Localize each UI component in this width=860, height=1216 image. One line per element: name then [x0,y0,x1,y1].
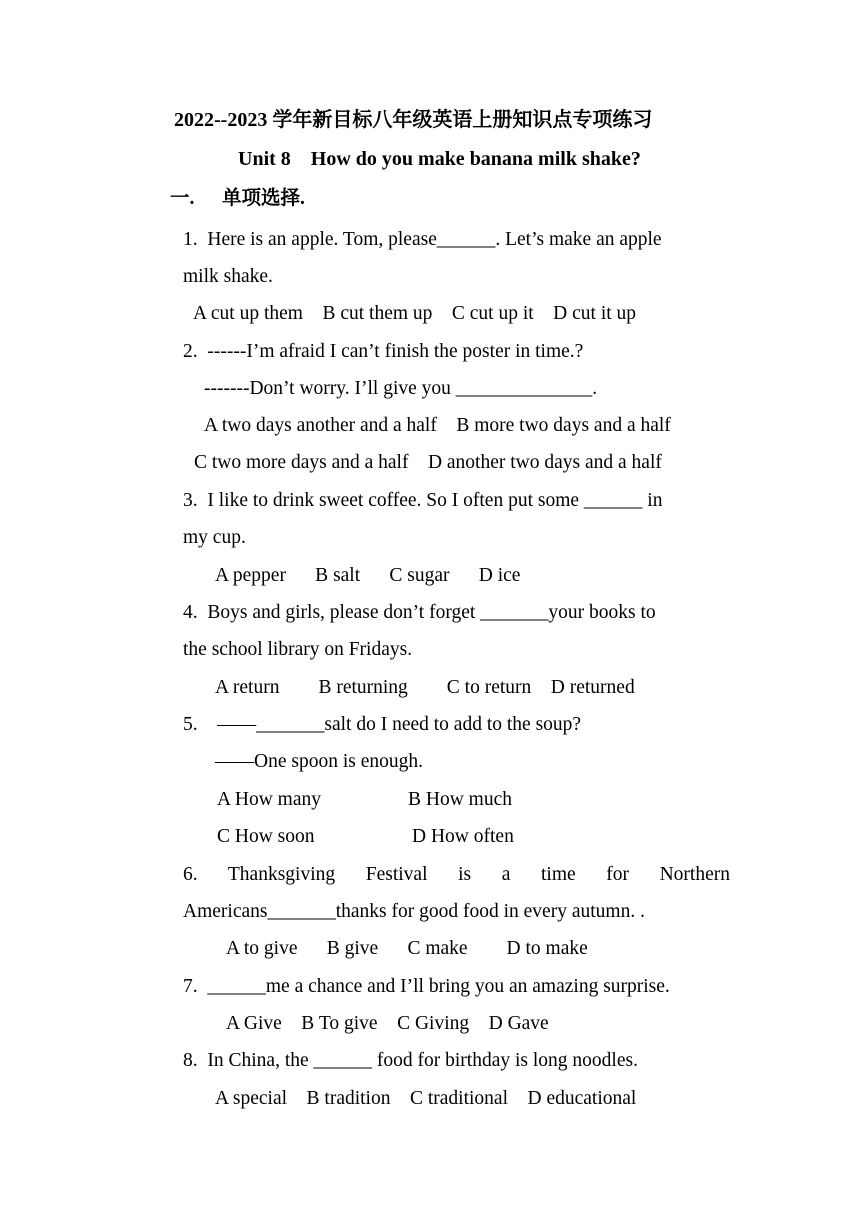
unit-subtitle: Unit 8 How do you make banana milk shake? [238,148,641,170]
question-4-options: A return B returning C to return D returned [215,677,635,698]
question-2-options-cd: C two more days and a half D another two days and a half [194,452,662,473]
question-5-text: 5. ——_______salt do I need to add to the soup? [183,714,582,735]
question-3-text: 3. I like to drink sweet coffee. So I often put some ______ in [183,490,663,511]
question-4-text-cont: the school library on Fridays. [183,639,413,660]
question-8-text: 8. In China, the ______ food for birthday is long noodles. [183,1050,638,1071]
question-5-option-d: D How often [412,826,514,847]
question-6-options: A to give B give C make D to make [226,938,588,959]
question-1-options: A cut up them B cut them up C cut up it D cut it up [193,303,637,324]
question-2-reply: -------Don’t worry. I’ll give you ______________. [204,378,598,399]
section-title: 单项选择. [222,188,305,209]
document-title: 2022--2023 学年新目标八年级英语上册知识点专项练习 [174,109,653,131]
question-3-text-cont: my cup. [183,527,246,548]
question-6-text-cont: Americans_______thanks for good food in every autumn. . [183,901,645,922]
question-1-text: 1. Here is an apple. Tom, please______. Let’s make an apple [183,229,662,250]
question-5-reply: ——One spoon is enough. [215,751,423,772]
question-5-option-a: A How many [217,789,321,810]
question-8-options: A special B tradition C traditional D educational [215,1088,637,1109]
question-1-text-cont: milk shake. [183,266,273,287]
question-5-option-b: B How much [408,789,512,810]
question-5-option-c: C How soon [217,826,315,847]
question-4-text: 4. Boys and girls, please don’t forget _______your books to [183,602,656,623]
section-number: 一. [170,188,195,209]
question-7-text: 7. ______me a chance and I’ll bring you an amazing surprise. [183,976,670,997]
question-3-options: A pepper B salt C sugar D ice [215,565,521,586]
question-2-text: 2. ------I’m afraid I can’t finish the poster in time.? [183,341,584,362]
question-2-options-ab: A two days another and a half B more two days and a half [204,415,671,436]
question-6-text: 6. Thanksgiving Festival is a time for Northern [183,864,730,885]
question-7-options: A Give B To give C Giving D Gave [226,1013,549,1034]
